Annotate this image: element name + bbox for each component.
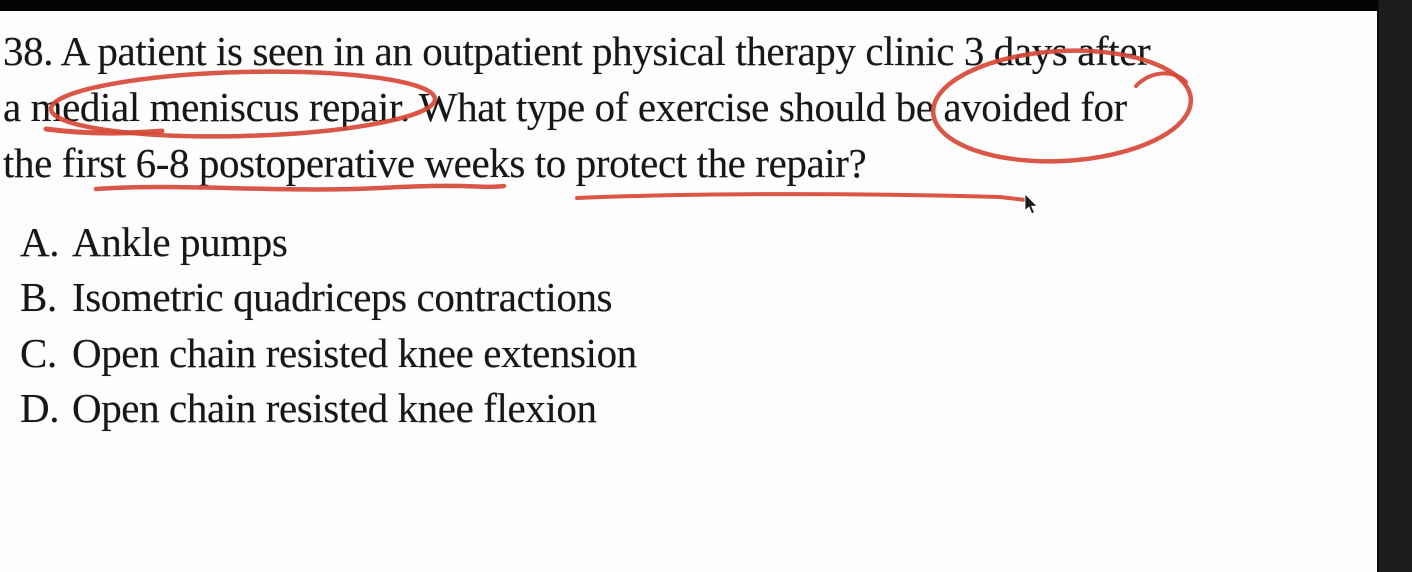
- top-letterbox-bar: [0, 0, 1377, 11]
- answer-option-d: [20, 381, 637, 436]
- option-b-label: B.: [20, 274, 57, 321]
- question-line-1: 38. A patient is seen in an outpatient physical therapy clinic 3 days after: [3, 28, 1151, 74]
- answer-options-list: [20, 215, 637, 437]
- answer-option-b: [20, 270, 637, 325]
- mouse-cursor-icon: [1025, 194, 1037, 214]
- question-line-2: a medial meniscus repair. What type of exercise should be avoided for: [3, 84, 1127, 130]
- option-b-text: Isometric quadriceps contractions: [72, 274, 613, 321]
- underline-annotation-protect-the-repair: [577, 194, 1026, 200]
- answer-option-c: [20, 326, 637, 381]
- option-d-text: Open chain resisted knee flexion: [72, 385, 597, 432]
- option-c-text: Open chain resisted knee extension: [72, 329, 637, 376]
- right-letterbox-bar: [1377, 0, 1412, 572]
- option-a-label: A.: [20, 219, 60, 265]
- option-a-text: Ankle pumps: [72, 219, 288, 265]
- question-text-block: [3, 23, 1150, 191]
- option-d-label: D.: [20, 385, 60, 432]
- answer-option-a: [20, 215, 637, 270]
- question-line-3: the first 6-8 postoperative weeks to protect the repair?: [3, 140, 867, 186]
- option-c-label: C.: [20, 329, 57, 376]
